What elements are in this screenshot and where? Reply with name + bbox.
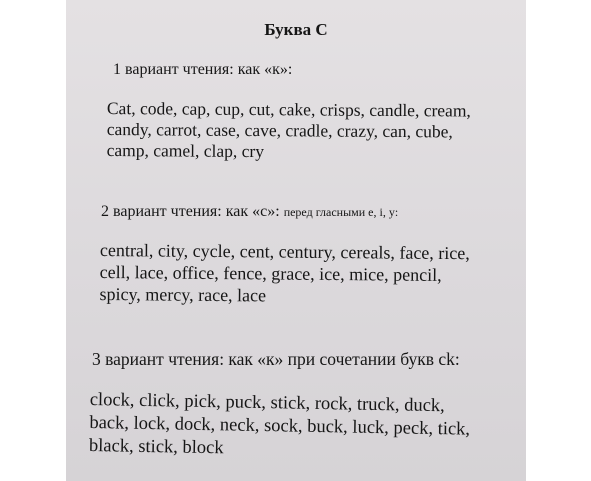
section-3-heading: 3 вариант чтения: как «к» при сочетании букв ck: bbox=[92, 349, 460, 369]
section-2-heading-main: 2 вариант чтения: как «с»: bbox=[101, 203, 280, 220]
section-2-word-list bbox=[99, 239, 469, 308]
section-2-heading-note: перед гласными e, i, y: bbox=[283, 205, 399, 219]
document-page bbox=[66, 0, 526, 481]
section-1-heading: 1 вариант чтения: как «к»: bbox=[113, 61, 293, 78]
section-2-line-2: cell, lace, office, fence, grace, ice, mice, pencil, bbox=[99, 261, 442, 285]
section-3-word-list bbox=[89, 389, 471, 465]
section-2-heading bbox=[101, 203, 398, 221]
section-3-line-1: clock, click, pick, puck, stick, rock, truck, duck, bbox=[89, 389, 445, 417]
section-2-line-3: spicy, mercy, race, lace bbox=[99, 283, 267, 306]
section-1-line-2: candy, carrot, case, cave, cradle, crazy, can, cube, bbox=[106, 118, 453, 142]
section-2-line-1: central, city, cycle, cent, century, cereals, face, rice, bbox=[99, 239, 470, 264]
section-3-line-2: back, lock, dock, neck, sock, buck, luck, peck, tick, bbox=[89, 412, 471, 440]
page-title: Буква С bbox=[264, 20, 328, 39]
section-3-line-3: black, stick, block bbox=[88, 435, 224, 459]
section-1-word-list bbox=[107, 98, 471, 164]
section-1-line-1: Cat, code, cap, cup, cut, cake, crisps, candle, cream, bbox=[106, 98, 471, 121]
section-1-line-3: camp, camel, clap, cry bbox=[106, 139, 265, 162]
